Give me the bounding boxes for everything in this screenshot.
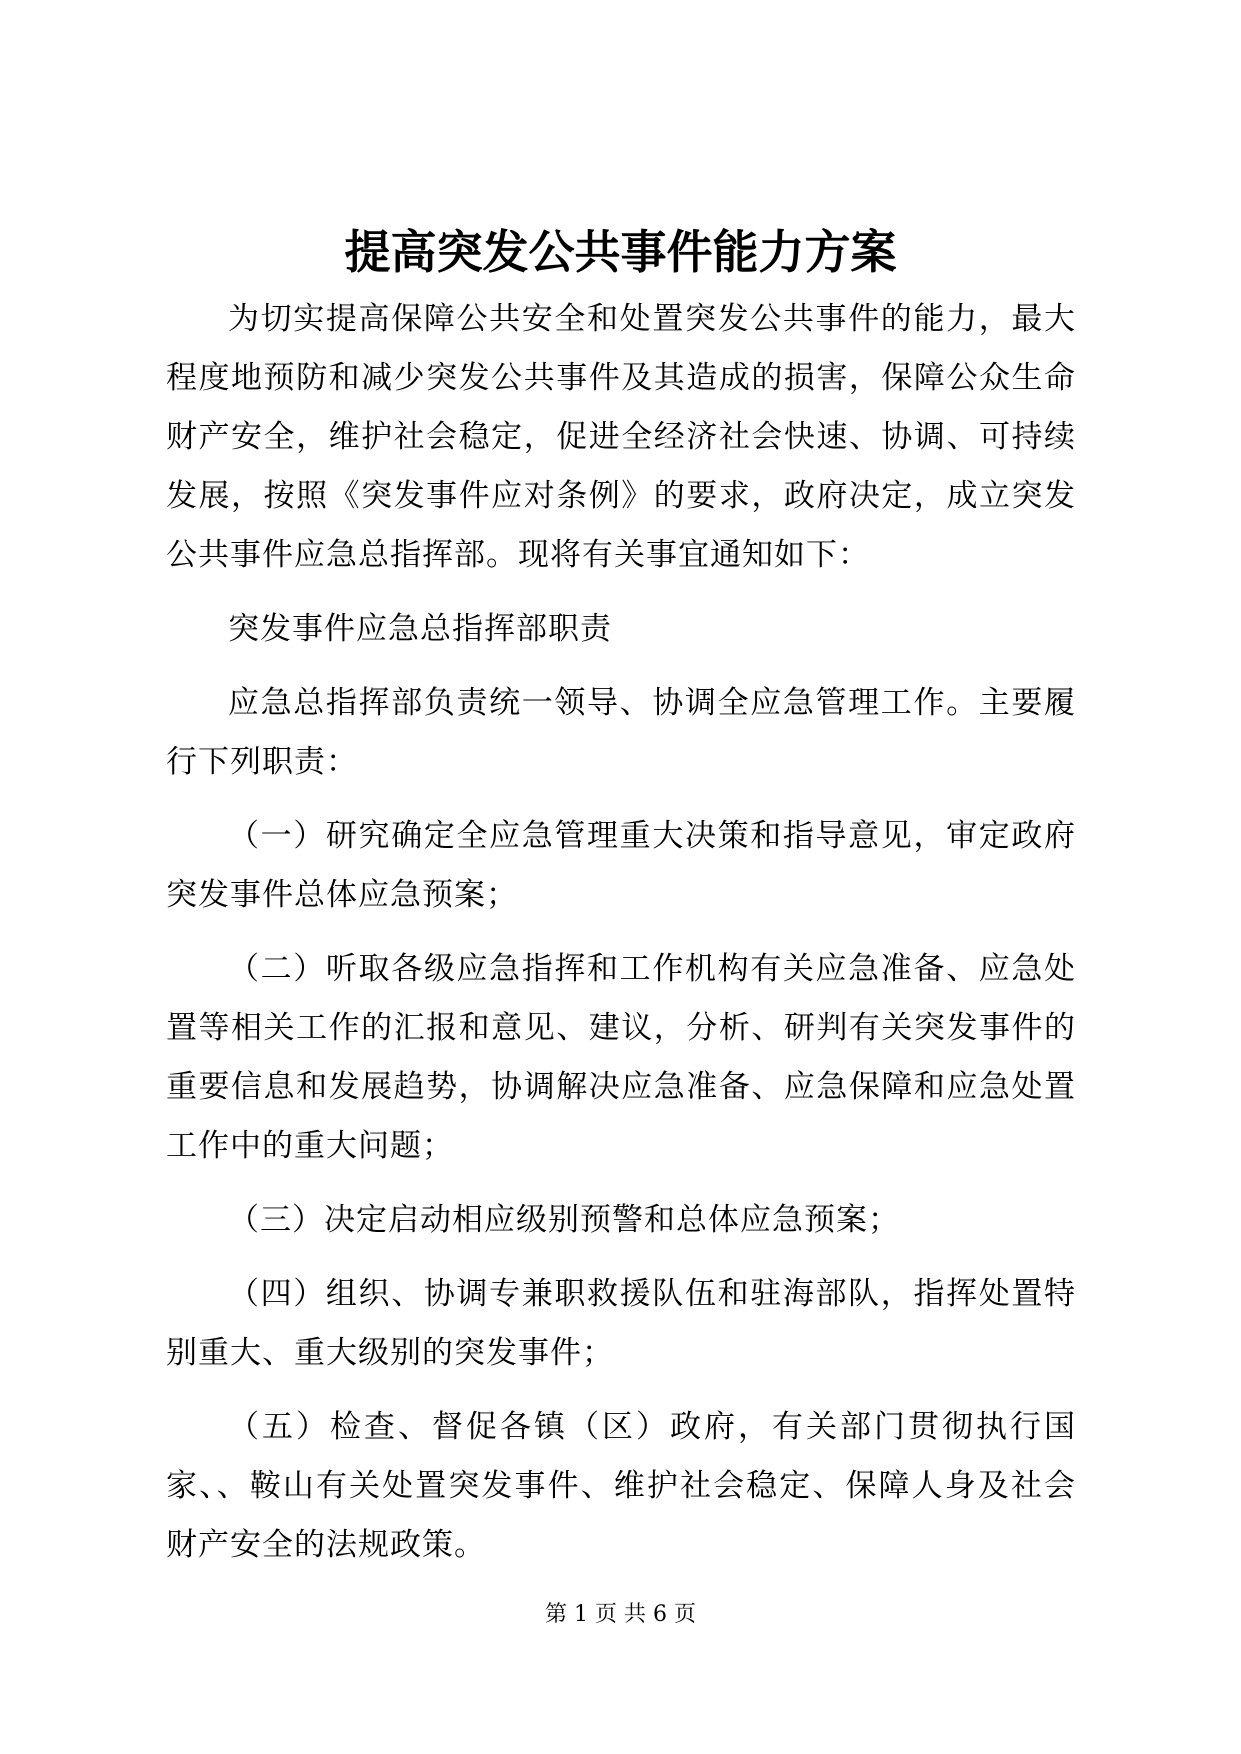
paragraph-item-1: （一）研究确定全应急管理重大决策和指导意见，审定政府突发事件总体应急预案； [166,818,1076,913]
page-footer: 第 1 页 共 6 页 [545,1602,696,1627]
paragraph-heading-duties: 突发事件应急总指挥部职责 [228,611,612,647]
paragraph-duties-intro: 应急总指挥部负责统一领导、协调全应急管理工作。主要履行下列职责： [166,685,1076,780]
paragraph-item-3: （三）决定启动相应级别预警和总体应急预案； [228,1202,900,1238]
paragraph-item-5: （五）检查、督促各镇（区）政府，有关部门贯彻执行国家、、鞍山有关处置突发事件、维护社会稳定、保障人身及社会财产安全的法规政策。 [166,1409,1076,1563]
paragraph-intro: 为切实提高保障公共安全和处置突发公共事件的能力，最大程度地预防和减少突发公共事件及其造成的损害，保障公众生命财产安全，维护社会稳定，促进全经济社会快速、协调、可持续发展，按照《突发事件应对条例》的要求，政府决定，成立突发公共事件应急总指挥部。现将有关事宜通知如下： [166,301,1076,573]
paragraph-item-4: （四）组织、协调专兼职救援队伍和驻海部队，指挥处置特别重大、重大级别的突发事件； [166,1276,1076,1371]
paragraph-item-2: （二）听取各级应急指挥和工作机构有关应急准备、应急处置等相关工作的汇报和意见、建议，分析、研判有关突发事件的重要信息和发展趋势，协调解决应急准备、应急保障和应急处置工作中的重大问题； [166,951,1076,1164]
document-body [166,290,1076,1590]
document-title: 提高突发公共事件能力方案 [344,225,897,279]
